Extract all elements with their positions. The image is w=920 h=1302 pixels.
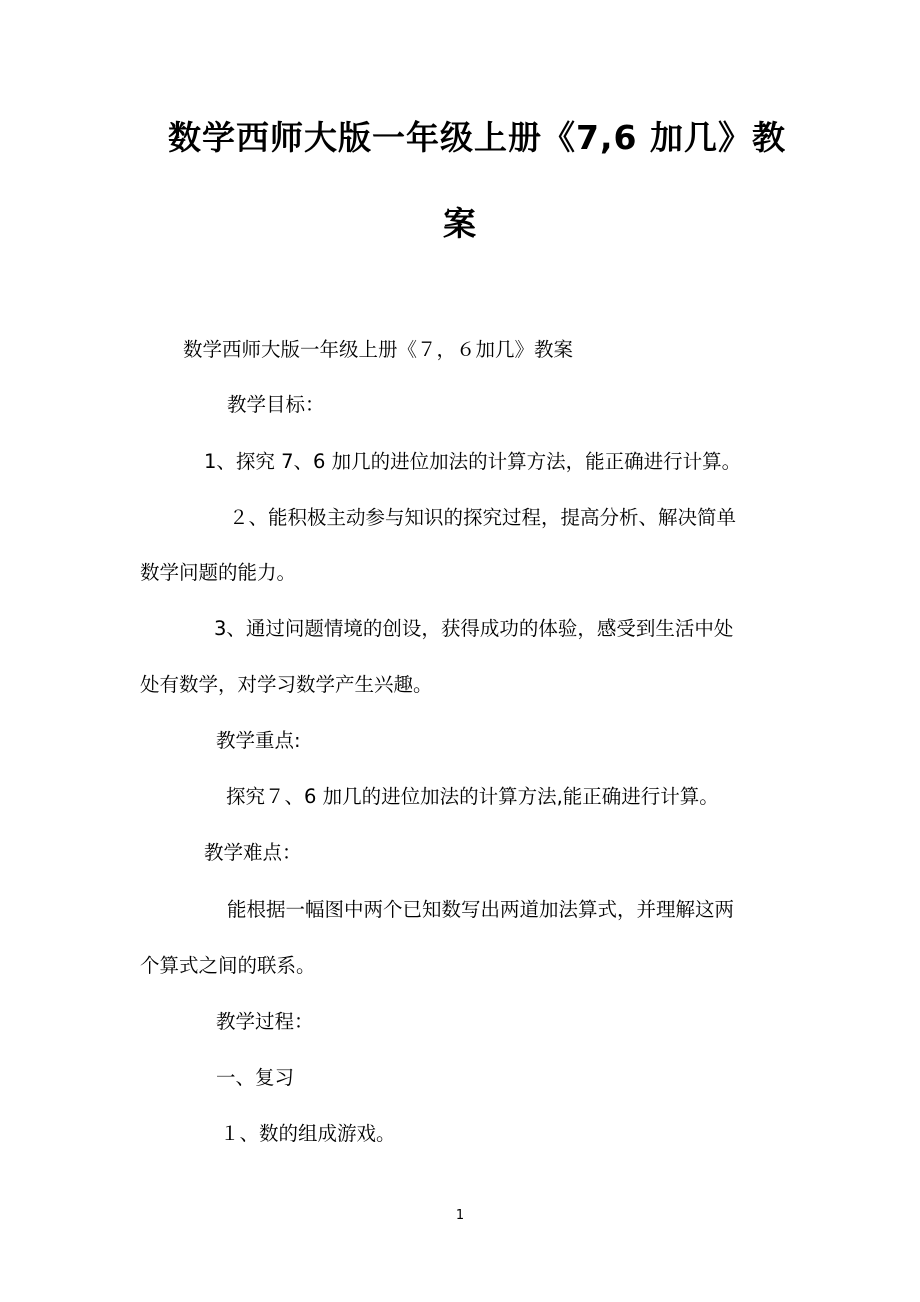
difficulty-line2: 个算式之间的联系。 — [140, 954, 316, 977]
heading-teaching-goals: 教学目标： — [227, 393, 325, 416]
goal-item-2-line2: 数学问题的能力。 — [140, 561, 297, 584]
heading-difficulties: 教学难点： — [204, 841, 302, 864]
document-title-line2: 案 — [443, 204, 477, 243]
page-number: 1 — [455, 1208, 465, 1223]
goal-item-3-line1: 3、通过问题情境的创设，获得成功的体验，感受到生活中处 — [214, 617, 734, 640]
heading-key-points: 教学重点: — [216, 729, 301, 752]
paragraph-subtitle: 数学西师大版一年级上册《７，６加几》教案 — [183, 338, 574, 361]
goal-item-2-line1: ２、能积极主动参与知识的探究过程，提高分析、解决简单 — [229, 506, 737, 529]
review-item-1: １、数的组成游戏。 — [220, 1122, 396, 1145]
key-point-text: 探究７、6 加几的进位加法的计算方法,能正确进行计算。 — [226, 785, 719, 808]
document-title-line1: 数学西师大版一年级上册《7,6 加几》教 — [168, 118, 786, 157]
goal-item-3-line2: 处有数学，对学习数学产生兴趣。 — [140, 673, 433, 696]
difficulty-line1: 能根据一幅图中两个已知数写出两道加法算式，并理解这两 — [227, 898, 735, 921]
heading-teaching-process: 教学过程： — [216, 1010, 314, 1033]
goal-item-1: 1、探究 7、6 加几的进位加法的计算方法，能正确进行计算。 — [204, 450, 742, 473]
section-review: 一、复习 — [216, 1066, 295, 1089]
